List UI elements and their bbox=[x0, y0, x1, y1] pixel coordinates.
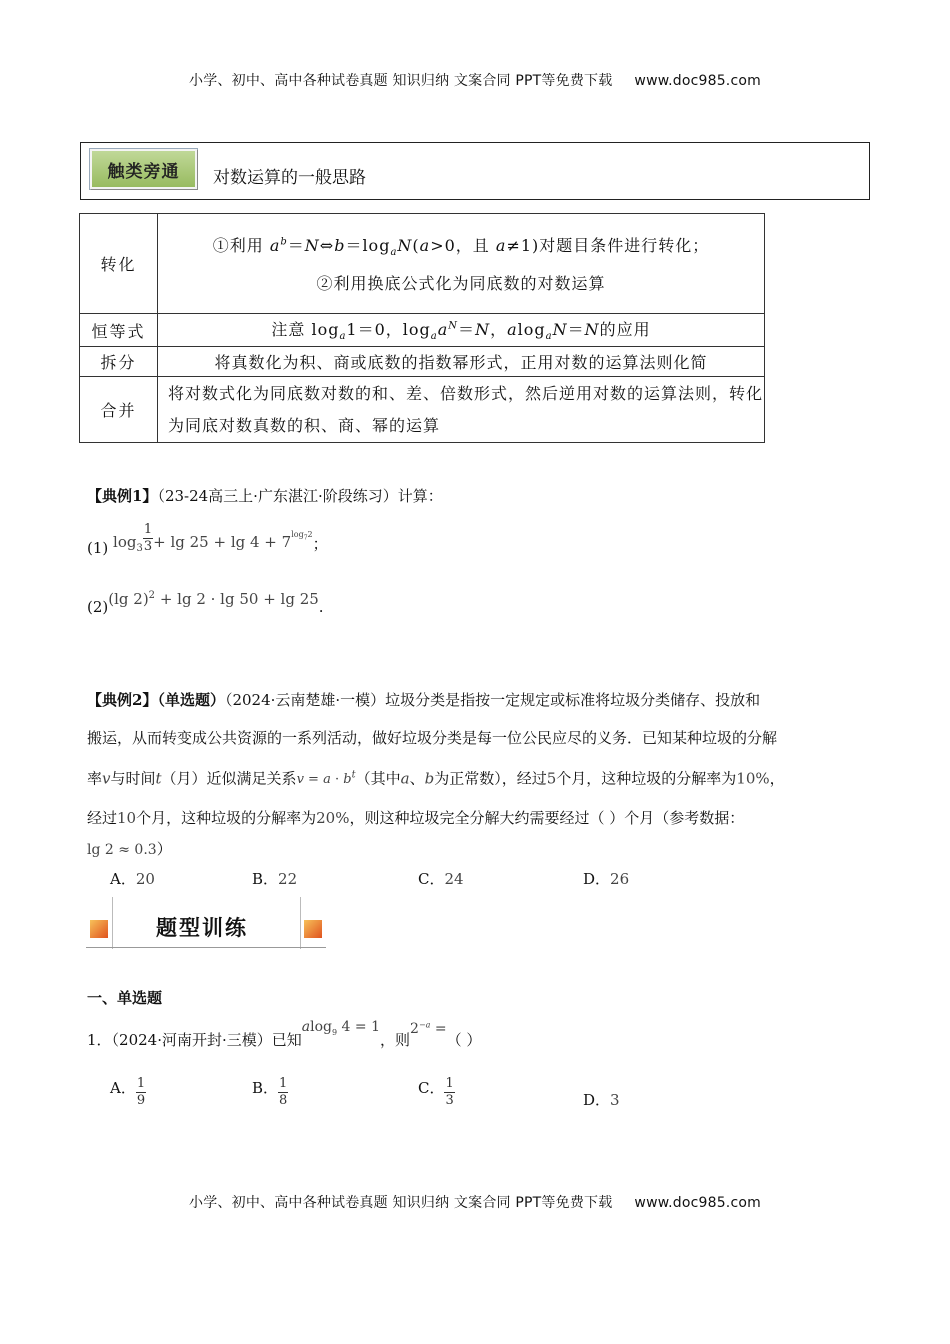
example1-part2 bbox=[87, 586, 324, 616]
footer-text: 小学、初中、高中各种试卷真题 知识归纳 文案合同 PPT等免费下载 bbox=[189, 1195, 613, 1211]
part-label: (2) bbox=[87, 598, 109, 616]
summary-box bbox=[80, 142, 870, 200]
example-text: 、 bbox=[409, 769, 425, 788]
page-header bbox=[0, 70, 950, 90]
row-label: 恒等式 bbox=[80, 314, 158, 347]
option-d[interactable] bbox=[583, 868, 629, 889]
example-text: ） bbox=[156, 840, 172, 859]
table-row bbox=[80, 347, 765, 377]
example-text: （其中 bbox=[355, 769, 401, 788]
banner-divider bbox=[300, 897, 301, 949]
frac-num: 1 bbox=[279, 1076, 288, 1091]
example-text: 个月，这种垃圾的分解率为 bbox=[136, 809, 317, 828]
example1-part1 bbox=[87, 522, 328, 562]
section-banner bbox=[86, 897, 326, 949]
example1-heading bbox=[87, 486, 443, 506]
example-tag: 【典例1】 bbox=[87, 487, 158, 505]
option-fraction bbox=[136, 1076, 146, 1109]
rule-text: 的应用 bbox=[599, 320, 651, 340]
option-a[interactable] bbox=[110, 868, 155, 889]
example2-line bbox=[87, 681, 877, 719]
row-label: 拆分 bbox=[80, 347, 158, 377]
q1-option-a[interactable] bbox=[110, 1076, 146, 1109]
example2-line: 经过10个月，这种垃圾的分解率为20%，则这种垃圾完全分解大约需要经过（ ）个月（参考数据： bbox=[87, 809, 745, 828]
question-text: （ ） bbox=[446, 1030, 482, 1049]
row-label: 合并 bbox=[80, 377, 158, 443]
example-text: 为正常数），经过 bbox=[434, 769, 547, 788]
example-type: （单选题） bbox=[157, 691, 225, 709]
header-site[interactable]: www.doc985.com bbox=[634, 73, 761, 89]
question-text: ，则 bbox=[380, 1030, 411, 1049]
option-value: 22 bbox=[278, 870, 298, 888]
q1-option-b[interactable] bbox=[252, 1076, 288, 1109]
formula: $\log_3$ $\frac{1}{3}$ + $\lg 25 + \lg 4 + 7^{log_72}$ bbox=[113, 522, 313, 554]
example-source: （23-24高三上·广东湛江·阶段练习）计算： bbox=[157, 487, 443, 505]
footer-site[interactable]: www.doc985.com bbox=[634, 1195, 761, 1211]
question-text: （2024·河南开封·三模）已知 bbox=[111, 1030, 302, 1049]
page-footer bbox=[0, 1192, 950, 1212]
part-end: ； bbox=[312, 534, 328, 553]
row-content: ①利用 $a^b=N\Leftrightarrow b=\log_aN(a>0$，且 a≠1)对题目条件进行转化； ②利用换底公式化为同底数的对数运算 bbox=[158, 214, 765, 314]
example2-line: 率v与时间t（月）近似满足关系$v = a \cdot b^t$（其中a、b为正常数），经过5个月，这种垃圾的分解率为10%， bbox=[87, 769, 785, 788]
frac-num: 1 bbox=[136, 1076, 146, 1091]
rule-text: 对题目条件进行转化； bbox=[539, 236, 710, 256]
option-value: 24 bbox=[444, 870, 464, 888]
frac-den: 9 bbox=[136, 1093, 146, 1108]
row-content: 将对数式化为同底数对数的和、差、倍数形式，然后逆用对数的运算法则，转化为同底对数真数的积、商、幂的运算 bbox=[158, 377, 765, 443]
part-label: (1) bbox=[87, 538, 109, 557]
option-value: 20 bbox=[135, 870, 155, 888]
example-text: （2024·云南楚雄·一模）垃圾分类是指按一定规定或标准将垃圾分类储存、投放和 bbox=[224, 691, 761, 709]
summary-title: 对数运算的一般思路 bbox=[213, 168, 366, 188]
question-1 bbox=[87, 1013, 481, 1049]
formula: alog$_9$ 4 = 1 bbox=[301, 1018, 380, 1037]
row-content: 注意 $\log_a1=0$，$\log_aa^N=N$，alog$_a$N＝N的应用 bbox=[158, 314, 765, 347]
part-title: 一、单选题 bbox=[87, 989, 163, 1007]
banner-divider bbox=[112, 897, 113, 949]
example-text: 搬运，从而转变成公共资源的一系列活动，做好垃圾分类是每一位公民应尽的义务．已知某种垃圾的分解 bbox=[87, 729, 778, 747]
rule-text: ①利用 bbox=[212, 236, 270, 256]
option-label: A． bbox=[110, 1078, 136, 1097]
example-text: ，则这种垃圾完全分解大约需要经过（ ）个月（参考数据： bbox=[349, 809, 745, 828]
example-text: 率 bbox=[87, 769, 103, 788]
part-end: . bbox=[318, 598, 324, 616]
option-value: 3 bbox=[610, 1091, 620, 1109]
question-number: 1． bbox=[87, 1030, 112, 1049]
option-fraction bbox=[278, 1076, 288, 1109]
option-b[interactable] bbox=[252, 868, 297, 889]
example-text: 个月，这种垃圾的分解率为 bbox=[556, 769, 737, 788]
banner-underline bbox=[86, 947, 326, 948]
rule-text: 注意 bbox=[271, 320, 312, 340]
table-row bbox=[80, 214, 765, 314]
example-text: 与时间 bbox=[110, 769, 156, 788]
formula: (lg 2)$^2$ + lg 2 · lg 50 + lg 25 bbox=[108, 590, 319, 608]
q1-option-d[interactable] bbox=[583, 1089, 620, 1110]
frac-den: 8 bbox=[279, 1093, 288, 1108]
example-text: 经过 bbox=[87, 809, 118, 828]
example2 bbox=[87, 681, 877, 862]
banner-square-icon bbox=[304, 920, 322, 938]
example-tag: 【典例2】 bbox=[87, 691, 158, 709]
rules-table bbox=[79, 213, 765, 443]
table-row bbox=[80, 377, 765, 443]
summary-badge: 触类旁通 bbox=[90, 149, 197, 189]
section-title: 题型训练 bbox=[156, 915, 248, 940]
frac-num: 1 bbox=[445, 1076, 454, 1091]
example2-line: lg 2 ≈ 0.3） bbox=[87, 840, 172, 859]
banner-square-icon bbox=[90, 920, 108, 938]
option-fraction bbox=[444, 1076, 454, 1109]
option-label: B． bbox=[252, 1078, 279, 1097]
option-label: A． bbox=[110, 870, 136, 888]
table-row bbox=[80, 314, 765, 347]
example-text: （月）近似满足关系 bbox=[161, 769, 297, 788]
option-c[interactable] bbox=[418, 868, 464, 889]
row-label: 转化 bbox=[80, 214, 158, 314]
header-text: 小学、初中、高中各种试卷真题 知识归纳 文案合同 PPT等免费下载 bbox=[189, 73, 613, 89]
frac-den: 3 bbox=[445, 1093, 454, 1108]
option-label: C． bbox=[418, 1078, 445, 1097]
row-content: 将真数化为积、商或底数的指数幂形式，正用对数的运算法则化简 bbox=[158, 347, 765, 377]
rule-text: ②利用换底公式化为同底数的对数运算 bbox=[316, 273, 606, 293]
option-label: D． bbox=[583, 1091, 611, 1109]
example-text: ， bbox=[769, 769, 785, 788]
q1-option-c[interactable] bbox=[418, 1076, 455, 1109]
formula: $2^{-a}$ = bbox=[410, 1020, 447, 1037]
option-label: B． bbox=[252, 870, 279, 888]
option-label: D． bbox=[583, 870, 611, 888]
option-label: C． bbox=[418, 870, 445, 888]
option-value: 26 bbox=[610, 870, 630, 888]
